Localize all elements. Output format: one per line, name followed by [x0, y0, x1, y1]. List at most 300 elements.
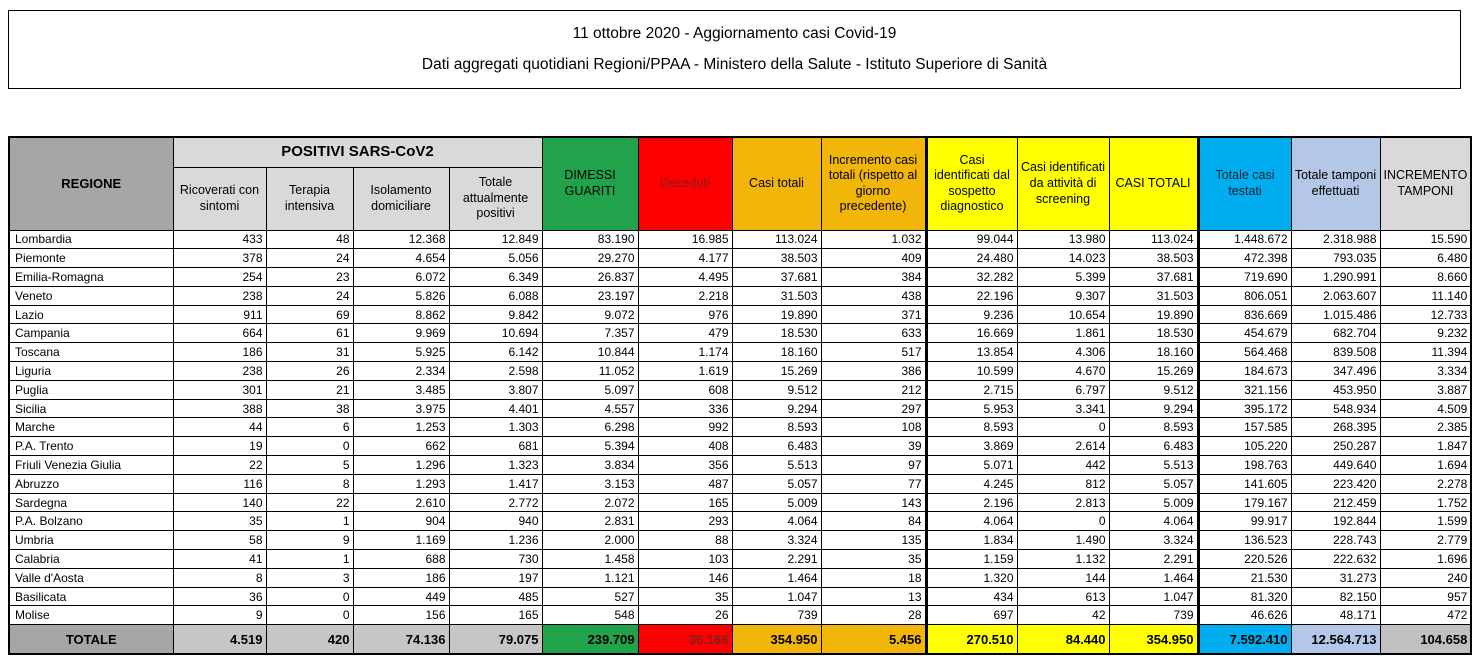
value-cell: 1.490	[1017, 531, 1109, 550]
value-cell: 108	[821, 418, 926, 437]
column-header-terapia-intensiva: Terapia intensiva	[266, 167, 353, 230]
value-cell: 2.072	[542, 493, 638, 512]
value-cell: 2.318.988	[1291, 230, 1380, 249]
value-cell: 186	[173, 343, 266, 362]
value-cell: 1.303	[449, 418, 542, 437]
value-cell: 11.394	[1380, 343, 1471, 362]
value-cell: 1.121	[542, 568, 638, 587]
region-name: P.A. Bolzano	[9, 512, 173, 531]
value-cell: 13	[821, 587, 926, 606]
value-cell: 58	[173, 531, 266, 550]
value-cell: 12.733	[1380, 305, 1471, 324]
total-value-cell: 104.658	[1380, 625, 1471, 655]
table-row	[9, 418, 1471, 437]
value-cell: 449	[353, 587, 449, 606]
value-cell: 2.218	[638, 286, 732, 305]
value-cell: 1.458	[542, 550, 638, 569]
value-cell: 37.681	[1109, 268, 1198, 287]
value-cell: 44	[173, 418, 266, 437]
value-cell: 1.296	[353, 456, 449, 475]
value-cell: 10.844	[542, 343, 638, 362]
value-cell: 5.057	[1109, 474, 1198, 493]
value-cell: 0	[266, 437, 353, 456]
value-cell: 2.610	[353, 493, 449, 512]
value-cell: 6.088	[449, 286, 542, 305]
value-cell: 5.056	[449, 249, 542, 268]
value-cell: 11.140	[1380, 286, 1471, 305]
value-cell: 31.503	[732, 286, 821, 305]
value-cell: 2.278	[1380, 474, 1471, 493]
value-cell: 18.530	[1109, 324, 1198, 343]
value-cell: 8	[266, 474, 353, 493]
region-name: Lazio	[9, 305, 173, 324]
value-cell: 3.887	[1380, 380, 1471, 399]
value-cell: 1.847	[1380, 437, 1471, 456]
value-cell: 3.807	[449, 380, 542, 399]
value-cell: 5.513	[732, 456, 821, 475]
group-header-positivi-sars-cov2: POSITIVI SARS-CoV2	[173, 137, 542, 167]
table-row	[9, 606, 1471, 625]
value-cell: 15.590	[1380, 230, 1471, 249]
value-cell: 105.220	[1198, 437, 1291, 456]
table-row	[9, 474, 1471, 493]
value-cell: 116	[173, 474, 266, 493]
total-value-cell: 239.709	[542, 625, 638, 655]
value-cell: 22	[173, 456, 266, 475]
value-cell: 0	[1017, 512, 1109, 531]
region-name: Puglia	[9, 380, 173, 399]
value-cell: 41	[173, 550, 266, 569]
value-cell: 336	[638, 399, 732, 418]
value-cell: 5.399	[1017, 268, 1109, 287]
value-cell: 1.320	[926, 568, 1017, 587]
value-cell: 223.420	[1291, 474, 1380, 493]
value-cell: 449.640	[1291, 456, 1380, 475]
table-row	[9, 286, 1471, 305]
value-cell: 395.172	[1198, 399, 1291, 418]
value-cell: 472	[1380, 606, 1471, 625]
value-cell: 7.357	[542, 324, 638, 343]
value-cell: 240	[1380, 568, 1471, 587]
value-cell: 9.969	[353, 324, 449, 343]
column-header-incremento-casi: Incremento casi totali (rispetto al giorno precedente)	[821, 137, 926, 230]
value-cell: 42	[1017, 606, 1109, 625]
value-cell: 2.831	[542, 512, 638, 531]
value-cell: 378	[173, 249, 266, 268]
value-cell: 12.849	[449, 230, 542, 249]
value-cell: 664	[173, 324, 266, 343]
value-cell: 156	[353, 606, 449, 625]
column-header-totale-casi-testati: Totale casi testati	[1198, 137, 1291, 230]
value-cell: 408	[638, 437, 732, 456]
table-row	[9, 230, 1471, 249]
value-cell: 487	[638, 474, 732, 493]
value-cell: 113.024	[1109, 230, 1198, 249]
value-cell: 250.287	[1291, 437, 1380, 456]
value-cell: 238	[173, 362, 266, 381]
value-cell: 69	[266, 305, 353, 324]
value-cell: 527	[542, 587, 638, 606]
value-cell: 442	[1017, 456, 1109, 475]
value-cell: 1.293	[353, 474, 449, 493]
value-cell: 976	[638, 305, 732, 324]
value-cell: 5.925	[353, 343, 449, 362]
table-row	[9, 512, 1471, 531]
value-cell: 141.605	[1198, 474, 1291, 493]
total-value-cell: 4.519	[173, 625, 266, 655]
value-cell: 5.009	[732, 493, 821, 512]
value-cell: 29.270	[542, 249, 638, 268]
value-cell: 1.047	[732, 587, 821, 606]
column-header-ricoverati-con-sintomi: Ricoverati con sintomi	[173, 167, 266, 230]
value-cell: 212.459	[1291, 493, 1380, 512]
value-cell: 99.044	[926, 230, 1017, 249]
value-cell: 10.599	[926, 362, 1017, 381]
table-row	[9, 343, 1471, 362]
table-row	[9, 268, 1471, 287]
value-cell: 4.670	[1017, 362, 1109, 381]
total-value-cell: 12.564.713	[1291, 625, 1380, 655]
value-cell: 113.024	[732, 230, 821, 249]
value-cell: 48.171	[1291, 606, 1380, 625]
value-cell: 24.480	[926, 249, 1017, 268]
value-cell: 88	[638, 531, 732, 550]
column-header-incremento-tamponi: INCREMENTO TAMPONI	[1380, 137, 1471, 230]
value-cell: 19	[173, 437, 266, 456]
value-cell: 48	[266, 230, 353, 249]
total-value-cell: 354.950	[1109, 625, 1198, 655]
value-cell: 485	[449, 587, 542, 606]
value-cell: 911	[173, 305, 266, 324]
value-cell: 198.763	[1198, 456, 1291, 475]
value-cell: 2.291	[1109, 550, 1198, 569]
value-cell: 293	[638, 512, 732, 531]
value-cell: 77	[821, 474, 926, 493]
table-body	[9, 230, 1471, 654]
value-cell: 12.368	[353, 230, 449, 249]
total-value-cell: 270.510	[926, 625, 1017, 655]
table-row	[9, 305, 1471, 324]
column-header-casi-totali: Casi totali	[732, 137, 821, 230]
value-cell: 992	[638, 418, 732, 437]
value-cell: 904	[353, 512, 449, 531]
value-cell: 3.324	[1109, 531, 1198, 550]
total-row	[9, 625, 1471, 655]
value-cell: 36	[173, 587, 266, 606]
value-cell: 28	[821, 606, 926, 625]
value-cell: 26.837	[542, 268, 638, 287]
table-row	[9, 249, 1471, 268]
region-name: Sardegna	[9, 493, 173, 512]
value-cell: 438	[821, 286, 926, 305]
value-cell: 5.009	[1109, 493, 1198, 512]
value-cell: 1.132	[1017, 550, 1109, 569]
title-box	[8, 10, 1461, 89]
value-cell: 38.503	[732, 249, 821, 268]
value-cell: 793.035	[1291, 249, 1380, 268]
value-cell: 730	[449, 550, 542, 569]
value-cell: 2.385	[1380, 418, 1471, 437]
value-cell: 3.334	[1380, 362, 1471, 381]
column-header-regione: REGIONE	[9, 137, 173, 230]
value-cell: 6.483	[732, 437, 821, 456]
value-cell: 8	[173, 568, 266, 587]
value-cell: 97	[821, 456, 926, 475]
value-cell: 21	[266, 380, 353, 399]
value-cell: 11.052	[542, 362, 638, 381]
value-cell: 1.752	[1380, 493, 1471, 512]
value-cell: 4.401	[449, 399, 542, 418]
total-value-cell: 354.950	[732, 625, 821, 655]
value-cell: 23	[266, 268, 353, 287]
value-cell: 4.064	[732, 512, 821, 531]
value-cell: 4.557	[542, 399, 638, 418]
value-cell: 4.177	[638, 249, 732, 268]
value-cell: 2.614	[1017, 437, 1109, 456]
total-value-cell: 420	[266, 625, 353, 655]
value-cell: 2.779	[1380, 531, 1471, 550]
total-value-cell: 74.136	[353, 625, 449, 655]
value-cell: 9.512	[1109, 380, 1198, 399]
table-row	[9, 362, 1471, 381]
header-row-group	[9, 137, 1471, 167]
value-cell: 5.394	[542, 437, 638, 456]
region-name: Abruzzo	[9, 474, 173, 493]
value-cell: 22.196	[926, 286, 1017, 305]
value-cell: 179.167	[1198, 493, 1291, 512]
region-name: Lombardia	[9, 230, 173, 249]
value-cell: 9	[173, 606, 266, 625]
value-cell: 9.307	[1017, 286, 1109, 305]
table-row	[9, 324, 1471, 343]
value-cell: 5.057	[732, 474, 821, 493]
value-cell: 1.464	[732, 568, 821, 587]
value-cell: 143	[821, 493, 926, 512]
value-cell: 136.523	[1198, 531, 1291, 550]
value-cell: 19.890	[1109, 305, 1198, 324]
value-cell: 37.681	[732, 268, 821, 287]
column-header-casi-sospetto-diagnostico: Casi identificati dal sospetto diagnostico	[926, 137, 1017, 230]
value-cell: 1	[266, 550, 353, 569]
value-cell: 1.169	[353, 531, 449, 550]
region-name: Toscana	[9, 343, 173, 362]
value-cell: 433	[173, 230, 266, 249]
value-cell: 9.842	[449, 305, 542, 324]
value-cell: 633	[821, 324, 926, 343]
value-cell: 4.064	[926, 512, 1017, 531]
value-cell: 4.654	[353, 249, 449, 268]
value-cell: 1.448.672	[1198, 230, 1291, 249]
value-cell: 16.985	[638, 230, 732, 249]
value-cell: 5.071	[926, 456, 1017, 475]
region-name: Molise	[9, 606, 173, 625]
value-cell: 222.632	[1291, 550, 1380, 569]
value-cell: 1.861	[1017, 324, 1109, 343]
value-cell: 9	[266, 531, 353, 550]
table-row	[9, 493, 1471, 512]
region-name: Veneto	[9, 286, 173, 305]
title-line-2: Dati aggregati quotidiani Regioni/PPAA - Ministero della Salute - Istituto Superiore di Sanità	[421, 56, 1048, 74]
table-row	[9, 380, 1471, 399]
value-cell: 1.417	[449, 474, 542, 493]
value-cell: 8.660	[1380, 268, 1471, 287]
value-cell: 5.953	[926, 399, 1017, 418]
value-cell: 613	[1017, 587, 1109, 606]
value-cell: 5.513	[1109, 456, 1198, 475]
value-cell: 10.654	[1017, 305, 1109, 324]
value-cell: 1.236	[449, 531, 542, 550]
value-cell: 3.834	[542, 456, 638, 475]
value-cell: 739	[1109, 606, 1198, 625]
value-cell: 3.869	[926, 437, 1017, 456]
value-cell: 186	[353, 568, 449, 587]
value-cell: 26	[638, 606, 732, 625]
value-cell: 13.980	[1017, 230, 1109, 249]
value-cell: 297	[821, 399, 926, 418]
value-cell: 2.291	[732, 550, 821, 569]
value-cell: 4.245	[926, 474, 1017, 493]
value-cell: 386	[821, 362, 926, 381]
region-name: Liguria	[9, 362, 173, 381]
column-header-totale-attualmente-positivi: Totale attualmente positivi	[449, 167, 542, 230]
value-cell: 15.269	[1109, 362, 1198, 381]
covid-table	[8, 136, 1472, 655]
value-cell: 8.593	[1109, 418, 1198, 437]
value-cell: 6.072	[353, 268, 449, 287]
value-cell: 35	[173, 512, 266, 531]
value-cell: 2.334	[353, 362, 449, 381]
value-cell: 4.306	[1017, 343, 1109, 362]
value-cell: 38.503	[1109, 249, 1198, 268]
region-name: Basilicata	[9, 587, 173, 606]
region-name: Emilia-Romagna	[9, 268, 173, 287]
value-cell: 32.282	[926, 268, 1017, 287]
total-value-cell: 5.456	[821, 625, 926, 655]
value-cell: 3.324	[732, 531, 821, 550]
value-cell: 220.526	[1198, 550, 1291, 569]
value-cell: 9.294	[732, 399, 821, 418]
value-cell: 347.496	[1291, 362, 1380, 381]
value-cell: 35	[638, 587, 732, 606]
value-cell: 6.483	[1109, 437, 1198, 456]
value-cell: 31.503	[1109, 286, 1198, 305]
value-cell: 99.917	[1198, 512, 1291, 531]
value-cell: 84	[821, 512, 926, 531]
value-cell: 688	[353, 550, 449, 569]
table-row	[9, 399, 1471, 418]
value-cell: 301	[173, 380, 266, 399]
value-cell: 548.934	[1291, 399, 1380, 418]
total-value-cell: 84.440	[1017, 625, 1109, 655]
value-cell: 940	[449, 512, 542, 531]
value-cell: 3.153	[542, 474, 638, 493]
value-cell: 697	[926, 606, 1017, 625]
value-cell: 2.000	[542, 531, 638, 550]
title-line-1: 11 ottobre 2020 - Aggiornamento casi Covid-19	[572, 25, 897, 43]
value-cell: 24	[266, 249, 353, 268]
value-cell: 356	[638, 456, 732, 475]
value-cell: 321.156	[1198, 380, 1291, 399]
value-cell: 3	[266, 568, 353, 587]
value-cell: 197	[449, 568, 542, 587]
value-cell: 22	[266, 493, 353, 512]
region-name: Calabria	[9, 550, 173, 569]
value-cell: 140	[173, 493, 266, 512]
value-cell: 6.142	[449, 343, 542, 362]
value-cell: 8.862	[353, 305, 449, 324]
value-cell: 144	[1017, 568, 1109, 587]
value-cell: 5.097	[542, 380, 638, 399]
region-name: Campania	[9, 324, 173, 343]
value-cell: 146	[638, 568, 732, 587]
region-name: Sicilia	[9, 399, 173, 418]
value-cell: 15.269	[732, 362, 821, 381]
table-header	[9, 137, 1471, 230]
value-cell: 6.298	[542, 418, 638, 437]
value-cell: 548	[542, 606, 638, 625]
value-cell: 61	[266, 324, 353, 343]
value-cell: 82.150	[1291, 587, 1380, 606]
column-header-totale-tamponi: Totale tamponi effettuati	[1291, 137, 1380, 230]
value-cell: 1.159	[926, 550, 1017, 569]
value-cell: 18.160	[1109, 343, 1198, 362]
region-name: Umbria	[9, 531, 173, 550]
value-cell: 2.063.607	[1291, 286, 1380, 305]
value-cell: 2.772	[449, 493, 542, 512]
value-cell: 6.480	[1380, 249, 1471, 268]
value-cell: 46.626	[1198, 606, 1291, 625]
value-cell: 6	[266, 418, 353, 437]
value-cell: 3.485	[353, 380, 449, 399]
value-cell: 1.174	[638, 343, 732, 362]
value-cell: 38	[266, 399, 353, 418]
value-cell: 254	[173, 268, 266, 287]
value-cell: 1.834	[926, 531, 1017, 550]
value-cell: 238	[173, 286, 266, 305]
value-cell: 18.530	[732, 324, 821, 343]
table-row	[9, 531, 1471, 550]
total-value-cell: 7.592.410	[1198, 625, 1291, 655]
value-cell: 23.197	[542, 286, 638, 305]
value-cell: 4.064	[1109, 512, 1198, 531]
value-cell: 3.341	[1017, 399, 1109, 418]
value-cell: 1.253	[353, 418, 449, 437]
value-cell: 39	[821, 437, 926, 456]
table-row	[9, 456, 1471, 475]
value-cell: 19.890	[732, 305, 821, 324]
value-cell: 10.694	[449, 324, 542, 343]
value-cell: 157.585	[1198, 418, 1291, 437]
value-cell: 212	[821, 380, 926, 399]
value-cell: 2.715	[926, 380, 1017, 399]
value-cell: 5	[266, 456, 353, 475]
value-cell: 957	[1380, 587, 1471, 606]
value-cell: 409	[821, 249, 926, 268]
value-cell: 806.051	[1198, 286, 1291, 305]
value-cell: 9.072	[542, 305, 638, 324]
value-cell: 517	[821, 343, 926, 362]
value-cell: 31	[266, 343, 353, 362]
table-row	[9, 437, 1471, 456]
value-cell: 1.694	[1380, 456, 1471, 475]
value-cell: 4.495	[638, 268, 732, 287]
value-cell: 16.669	[926, 324, 1017, 343]
column-header-isolamento-domiciliare: Isolamento domiciliare	[353, 167, 449, 230]
value-cell: 681	[449, 437, 542, 456]
value-cell: 13.854	[926, 343, 1017, 362]
value-cell: 371	[821, 305, 926, 324]
value-cell: 564.468	[1198, 343, 1291, 362]
